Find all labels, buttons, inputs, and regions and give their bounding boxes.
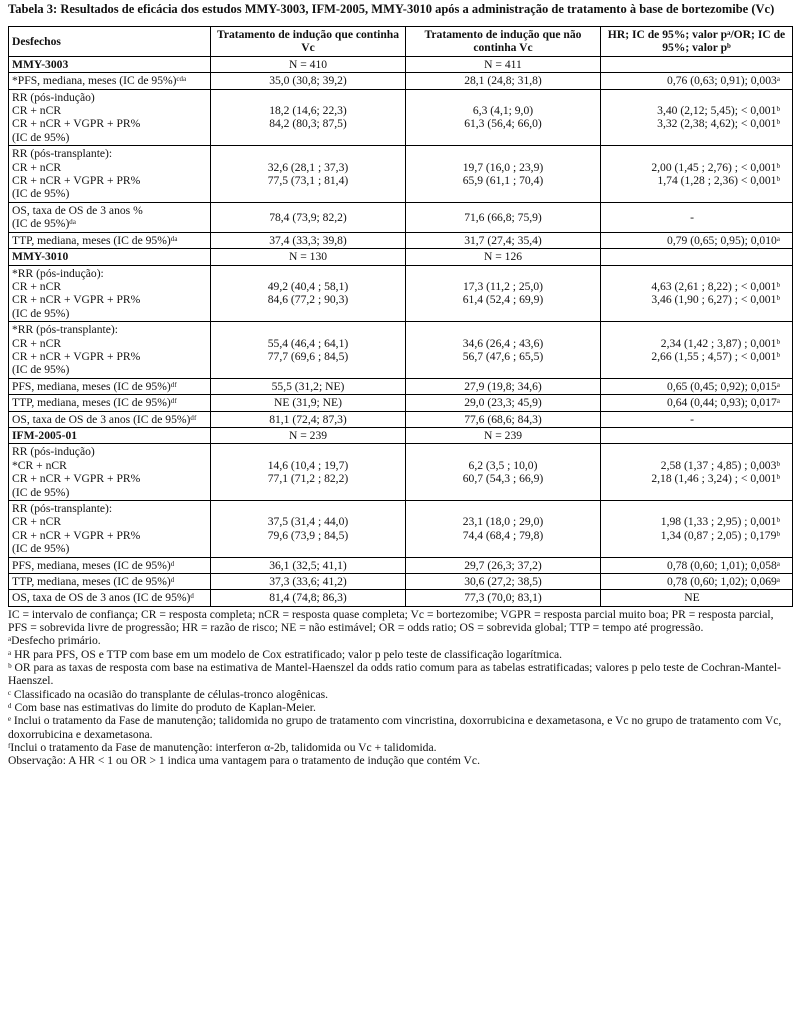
cell-line: 0,78 (0,60; 1,01); 0,058ᵃ — [667, 558, 780, 572]
section-n-non-vc: N = 239 — [406, 427, 601, 443]
outcome-label — [9, 232, 211, 248]
cell-line: 29,7 (26,3; 37,2) — [464, 558, 542, 572]
value-non-vc — [406, 265, 601, 322]
value-vc — [211, 265, 406, 322]
value-vc — [211, 574, 406, 590]
cell-line: RR (pós-indução) — [12, 445, 95, 459]
cell-line: 27,9 (19,8; 34,6) — [464, 379, 542, 393]
value-hr-or — [601, 574, 793, 590]
outcome-label — [9, 146, 211, 203]
cell-line: 56,7 (47,6 ; 65,5) — [462, 349, 544, 363]
value-non-vc — [406, 378, 601, 394]
cell-line: PFS, mediana, meses (IC de 95%)ᵈᶠ — [12, 379, 177, 393]
value-non-vc — [406, 411, 601, 427]
header-outcomes: Desfechos — [9, 27, 211, 57]
table-body — [9, 56, 793, 606]
cell-line: 37,4 (33,3; 39,8) — [269, 233, 347, 247]
cell-line: - — [690, 210, 694, 224]
cell-line: 81,4 (74,8; 86,3) — [269, 591, 347, 605]
table-title: Tabela 3: Resultados de eficácia dos estudos MMY-3003, IFM-2005, MMY-3010 após a administração de tratamento à base de bortezomibe (Vc) — [8, 2, 775, 16]
value-vc — [211, 444, 406, 501]
cell-line: OS, taxa de OS de 3 anos (IC de 95%)ᵈ — [12, 591, 194, 605]
value-vc — [211, 378, 406, 394]
cell-line: 17,3 (11,2 ; 25,0) — [462, 279, 544, 293]
cell-line: (IC de 95%) — [12, 363, 70, 377]
value-vc — [211, 89, 406, 146]
cell-line: 65,9 (61,1 ; 70,4) — [462, 174, 544, 188]
cell-line: 55,4 (46,4 ; 64,1) — [267, 336, 349, 350]
value-vc — [211, 322, 406, 379]
efficacy-table — [8, 26, 793, 607]
value-non-vc — [406, 590, 601, 606]
cell-line: *PFS, mediana, meses (IC de 95%)ᶜᵈᵃ — [12, 74, 187, 88]
section-n-non-vc: N = 126 — [406, 249, 601, 265]
value-hr-or — [601, 73, 793, 89]
outcome-label — [9, 501, 211, 558]
table-row — [9, 232, 793, 248]
cell-line: 3,46 (1,90 ; 6,27) ; < 0,001ᵇ — [651, 293, 780, 307]
section-empty-cell — [601, 56, 793, 72]
value-vc — [211, 202, 406, 232]
cell-line: 28,1 (24,8; 31,8) — [464, 74, 542, 88]
table-row — [9, 322, 793, 379]
cell-line: NE (31,9; NE) — [274, 396, 342, 410]
value-non-vc — [406, 501, 601, 558]
section-n-vc: N = 410 — [211, 56, 406, 72]
cell-line: CR + nCR + VGPR + PR% — [12, 349, 141, 363]
table-row — [9, 501, 793, 558]
cell-line: 84,6 (77,2 ; 90,3) — [267, 293, 349, 307]
section-n-vc: N = 239 — [211, 427, 406, 443]
footnote: ᵇ OR para as taxas de resposta com base na estimativa de Mantel-Haenszel da odds ratio comum para as tabelas estratificadas; valores p pelo teste de Cochran-Mantel-Haenszel. — [8, 661, 781, 688]
value-non-vc — [406, 146, 601, 203]
cell-line: (IC de 95%) — [12, 306, 70, 320]
cell-line: CR + nCR + VGPR + PR% — [12, 117, 141, 131]
cell-line: 61,4 (52,4 ; 69,9) — [462, 293, 544, 307]
cell-line: 61,3 (56,4; 66,0) — [464, 117, 542, 131]
cell-line: 0,64 (0,44; 0,93); 0,017ᵃ — [667, 396, 780, 410]
cell-line: 32,6 (28,1 ; 37,3) — [267, 160, 349, 174]
cell-line: *RR (pós-indução): — [12, 266, 104, 280]
cell-line: TTP, mediana, meses (IC de 95%)ᵈ — [12, 575, 175, 589]
footnotes — [8, 608, 792, 768]
cell-line: 3,32 (2,38; 4,62); < 0,001ᵇ — [657, 117, 780, 131]
cell-line: 0,76 (0,63; 0,91); 0,003ᵃ — [667, 74, 780, 88]
header-non-vc-induction: Tratamento de indução que não continha Vc — [406, 27, 601, 57]
cell-line: 19,7 (16,0 ; 23,9) — [462, 160, 544, 174]
value-non-vc — [406, 232, 601, 248]
cell-line: 35,0 (30,8; 39,2) — [269, 74, 347, 88]
section-n-vc: N = 130 — [211, 249, 406, 265]
cell-line: 60,7 (54,3 ; 66,9) — [462, 472, 544, 486]
cell-line: 6,3 (4,1; 9,0) — [472, 104, 534, 118]
outcome-label — [9, 202, 211, 232]
cell-line: 74,4 (68,4 ; 79,8) — [462, 528, 544, 542]
table-row — [9, 590, 793, 606]
cell-line: 37,3 (33,6; 41,2) — [269, 575, 347, 589]
cell-line: OS, taxa de OS de 3 anos (IC de 95%)ᵈᶠ — [12, 412, 197, 426]
value-hr-or — [601, 322, 793, 379]
cell-line: (IC de 95%) — [12, 542, 70, 556]
cell-line: 77,5 (73,1 ; 81,4) — [267, 174, 349, 188]
cell-line: (IC de 95%)ᵈᵃ — [12, 217, 77, 231]
cell-line: 2,34 (1,42 ; 3,87) ; 0,001ᵇ — [660, 336, 780, 350]
cell-line: 49,2 (40,4 ; 58,1) — [267, 279, 349, 293]
value-vc — [211, 232, 406, 248]
value-hr-or — [601, 444, 793, 501]
cell-line: NE — [684, 591, 700, 605]
cell-line: OS, taxa de OS de 3 anos % — [12, 203, 143, 217]
footnote: ᵃDesfecho primário. — [8, 634, 101, 648]
section-empty-cell — [601, 249, 793, 265]
cell-line: (IC de 95%) — [12, 187, 70, 201]
cell-line: (IC de 95%) — [12, 485, 70, 499]
cell-line: CR + nCR — [12, 279, 62, 293]
table-row — [9, 557, 793, 573]
outcome-label — [9, 89, 211, 146]
footnote: ᶜ Classificado na ocasião do transplante de células-tronco alogênicas. — [8, 687, 329, 701]
cell-line: 0,79 (0,65; 0,95); 0,010ᵃ — [667, 233, 780, 247]
value-hr-or — [601, 501, 793, 558]
value-non-vc — [406, 395, 601, 411]
cell-line: CR + nCR + VGPR + PR% — [12, 174, 141, 188]
table-row — [9, 574, 793, 590]
value-hr-or — [601, 590, 793, 606]
table-row — [9, 265, 793, 322]
cell-line: *RR (pós-transplante): — [12, 323, 118, 337]
cell-line: 77,3 (70,0; 83,1) — [464, 591, 542, 605]
footnote: ᶠInclui o tratamento da Fase de manutenção: interferon α-2b, talidomida ou Vc + talidomida. — [8, 740, 437, 754]
cell-line: 14,6 (10,4 ; 19,7) — [267, 458, 349, 472]
value-hr-or — [601, 265, 793, 322]
header-row — [9, 27, 793, 57]
cell-line: 2,58 (1,37 ; 4,85) ; 0,003ᵇ — [660, 458, 780, 472]
cell-line: 2,66 (1,55 ; 4,57) ; < 0,001ᵇ — [651, 349, 780, 363]
table-row — [9, 395, 793, 411]
value-non-vc — [406, 574, 601, 590]
cell-line: 29,0 (23,3; 45,9) — [464, 396, 542, 410]
cell-line: 81,1 (72,4; 87,3) — [269, 412, 347, 426]
outcome-label — [9, 322, 211, 379]
value-non-vc — [406, 444, 601, 501]
table-row — [9, 444, 793, 501]
value-vc — [211, 501, 406, 558]
cell-line: 34,6 (26,4 ; 43,6) — [462, 336, 544, 350]
header-vc-induction: Tratamento de indução que continha Vc — [211, 27, 406, 57]
cell-line: 18,2 (14,6; 22,3) — [269, 104, 347, 118]
value-hr-or — [601, 411, 793, 427]
value-vc — [211, 73, 406, 89]
footnote: IC = intervalo de confiança; CR = resposta completa; nCR = resposta quase completa; Vc = bortezomibe; VGPR = resposta parcial muito boa; PR = resposta parcial, PFS = sobrevida livre de progressão; HR = razão de risco; NE = não estimável; OR = odds ratio; OS = sobrevida global; TTP = tempo até progressão. — [8, 607, 774, 635]
cell-line: 0,65 (0,45; 0,92); 0,015ᵃ — [667, 379, 780, 393]
cell-line: 78,4 (73,9; 82,2) — [269, 210, 347, 224]
footnote: ᵈ Com base nas estimativas do limite do produto de Kaplan-Meier. — [8, 700, 316, 714]
cell-line: 37,5 (31,4 ; 44,0) — [267, 515, 349, 529]
outcome-label — [9, 411, 211, 427]
outcome-label — [9, 395, 211, 411]
section-name: IFM-2005-01 — [9, 427, 211, 443]
cell-line: TTP, mediana, meses (IC de 95%)ᵈᵃ — [12, 233, 178, 247]
cell-line: RR (pós-transplante): — [12, 147, 113, 161]
cell-line: 6,2 (3,5 ; 10,0) — [468, 458, 538, 472]
value-vc — [211, 557, 406, 573]
value-non-vc — [406, 557, 601, 573]
cell-line: 4,63 (2,61 ; 8,22) ; < 0,001ᵇ — [651, 279, 780, 293]
cell-line: TTP, mediana, meses (IC de 95%)ᵈᶠ — [12, 396, 177, 410]
value-hr-or — [601, 146, 793, 203]
outcome-label — [9, 444, 211, 501]
section-empty-cell — [601, 427, 793, 443]
cell-line: 23,1 (18,0 ; 29,0) — [462, 515, 544, 529]
cell-line: CR + nCR — [12, 104, 62, 118]
footnote: Observação: A HR < 1 ou OR > 1 indica uma vantagem para o tratamento de indução que contém Vc. — [8, 754, 480, 768]
cell-line: CR + nCR + VGPR + PR% — [12, 472, 141, 486]
cell-line: 31,7 (27,4; 35,4) — [464, 233, 542, 247]
cell-line: RR (pós-indução) — [12, 90, 95, 104]
cell-line: RR (pós-transplante): — [12, 502, 113, 515]
table-row — [9, 89, 793, 146]
cell-line: CR + nCR — [12, 515, 62, 529]
cell-line: (IC de 95%) — [12, 130, 70, 144]
cell-line: 1,34 (0,87 ; 2,05) ; 0,179ᵇ — [660, 528, 780, 542]
cell-line: 55,5 (31,2; NE) — [271, 379, 345, 393]
cell-line: - — [690, 412, 694, 426]
cell-line: CR + nCR + VGPR + PR% — [12, 293, 141, 307]
outcome-label — [9, 265, 211, 322]
cell-line: 0,78 (0,60; 1,02); 0,069ᵃ — [667, 575, 780, 589]
footnote: ᵉ Inclui o tratamento da Fase de manutenção; talidomida no grupo de tratamento com vincristina, doxorrubicina e dexametasona, e Vc no grupo de tratamento com Vc, doxorrubicina e dexametasona. — [8, 714, 782, 741]
cell-line: 2,00 (1,45 ; 2,76) ; < 0,001ᵇ — [651, 160, 780, 174]
value-hr-or — [601, 378, 793, 394]
outcome-label — [9, 590, 211, 606]
cell-line: 77,1 (71,2 ; 82,2) — [267, 472, 349, 486]
cell-line: CR + nCR — [12, 160, 62, 174]
cell-line: 77,7 (69,6 ; 84,5) — [267, 349, 349, 363]
cell-line: 3,40 (2,12; 5,45); < 0,001ᵇ — [657, 104, 780, 118]
outcome-label — [9, 378, 211, 394]
value-hr-or — [601, 89, 793, 146]
value-vc — [211, 411, 406, 427]
value-hr-or — [601, 232, 793, 248]
section-name: MMY-3010 — [9, 249, 211, 265]
cell-line: 2,18 (1,46 ; 3,24) ; < 0,001ᵇ — [651, 472, 780, 486]
table-row — [9, 73, 793, 89]
section-row — [9, 56, 793, 72]
cell-line: CR + nCR + VGPR + PR% — [12, 528, 141, 542]
footnote: ᵃ HR para PFS, OS e TTP com base em um modelo de Cox estratificado; valor p pelo teste de classificação logarítmica. — [8, 647, 563, 661]
value-non-vc — [406, 89, 601, 146]
value-hr-or — [601, 202, 793, 232]
cell-line: 30,6 (27,2; 38,5) — [464, 575, 542, 589]
outcome-label — [9, 557, 211, 573]
value-non-vc — [406, 73, 601, 89]
outcome-label — [9, 574, 211, 590]
table-row — [9, 146, 793, 203]
value-non-vc — [406, 322, 601, 379]
value-vc — [211, 146, 406, 203]
table-row — [9, 202, 793, 232]
value-non-vc — [406, 202, 601, 232]
cell-line: 84,2 (80,3; 87,5) — [269, 117, 347, 131]
value-vc — [211, 395, 406, 411]
table-row — [9, 378, 793, 394]
cell-line: 71,6 (66,8; 75,9) — [464, 210, 542, 224]
cell-line: 1,74 (1,28 ; 2,36) < 0,001ᵇ — [657, 174, 780, 188]
value-vc — [211, 590, 406, 606]
section-row — [9, 427, 793, 443]
table-row — [9, 411, 793, 427]
section-row — [9, 249, 793, 265]
outcome-label — [9, 73, 211, 89]
cell-line: 77,6 (68,6; 84,3) — [464, 412, 542, 426]
cell-line: PFS, mediana, meses (IC de 95%)ᵈ — [12, 558, 175, 572]
value-hr-or — [601, 557, 793, 573]
section-name: MMY-3003 — [9, 56, 211, 72]
value-hr-or — [601, 395, 793, 411]
section-n-non-vc: N = 411 — [406, 56, 601, 72]
cell-line: 36,1 (32,5; 41,1) — [269, 558, 347, 572]
cell-line: CR + nCR — [12, 336, 62, 350]
cell-line: 79,6 (73,9 ; 84,5) — [267, 528, 349, 542]
cell-line: 1,98 (1,33 ; 2,95) ; 0,001ᵇ — [660, 515, 780, 529]
header-hr-or: HR; IC de 95%; valor pᵃ/OR; IC de 95%; valor pᵇ — [601, 27, 793, 57]
document-page — [8, 0, 792, 767]
cell-line: *CR + nCR — [12, 458, 67, 472]
